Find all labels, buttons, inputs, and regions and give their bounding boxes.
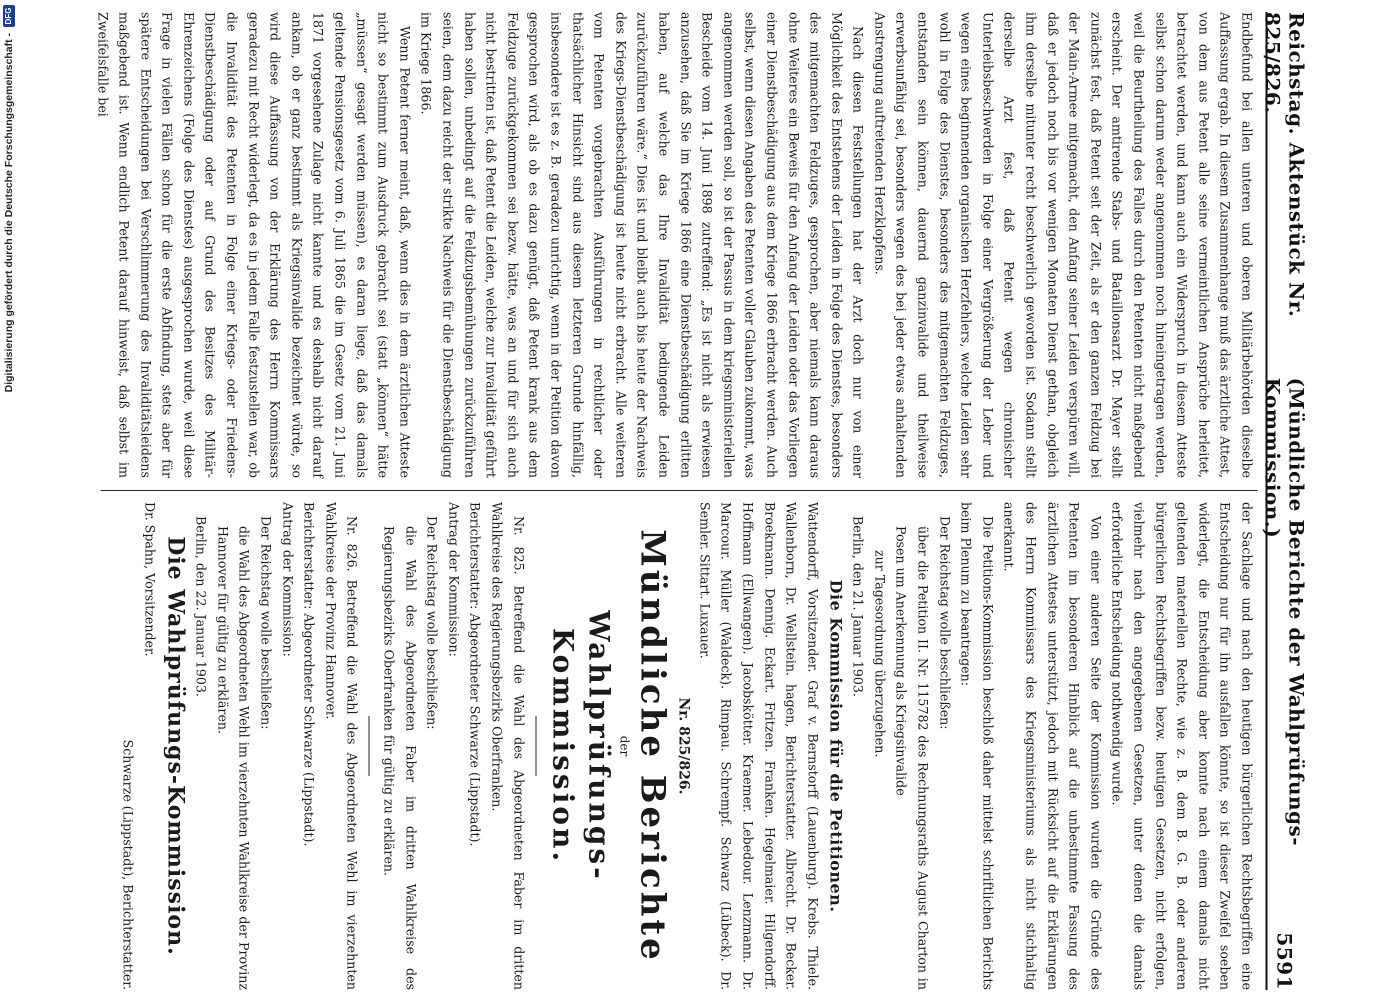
signature-chair: Dr. Spahn, Vorsitzender. [141, 502, 157, 657]
header-left: Reichstag. Aktenstück Nr. 825/826. [1260, 12, 1308, 318]
right-column [100, 502, 1257, 990]
issue-number: Nr. 825/826. [675, 697, 692, 795]
section-heading-825: Nr. 825. Betreffend die Wahl des Abgeordneten Faber im dritten Wahlkreise des Regierungsbezirks Oberfranken. [488, 502, 526, 990]
divider [535, 716, 536, 776]
dfg-logo-icon: DFG [3, 5, 15, 27]
column-divider [100, 490, 1257, 491]
paragraph: Die Petitions-Kommission beschloß daher mittelst schriftlichen Berichts beim Plenum zu beantragen: [958, 502, 995, 990]
section-heading-826: Nr. 826. Betreffend die Wahl des Abgeordneten Wehl im vierzehnten Wahlkreise der Provinz Hannover. [322, 502, 360, 990]
paragraph: zur Tagesordnung überzugehen. [871, 550, 887, 758]
header-center: (Mündliche Berichte der Wahlprüfungs-Kommission.) [1260, 377, 1308, 847]
scanned-page [94, 12, 1308, 990]
divider [368, 716, 369, 776]
credit-text: Digitalisierung gefördert durch die Deutsche Forschungsgemeinschaft - [3, 33, 15, 393]
reporter-line: Berichterstatter: Abgeordneter Schwarze (Lippstadt). [301, 502, 317, 847]
running-header [1260, 12, 1308, 990]
member-list: Wattendorff, Vorsitzender. Graf v. Bernstorff (Lauenburg). Krebs. Thiele. Wallenborn, Dr. Wellstein. hagen, Berichterstatter. Albrecht. Dr. Becker. Broekmann. Dennig. Eckart. Fritzen. Franken. Hegelmaier. Hilgendorff. Hoffmann (Ellwangen). Jacobskötter. Kraemer. Lebedour. Lenzmann. Dr. Marcour. Müller (Waldeck). Rimpau. Schrempf. Schwarz (Lübeck). Dr. Semler. Sittart. Luxauer. [696, 502, 820, 990]
signature-reporter: Schwarze (Lippstadt), Berichterstatter. [120, 739, 136, 990]
resolution-line: Der Reichstag wolle beschließen: [424, 516, 440, 730]
date-line: Berlin, den 22. Januar 1903. [193, 516, 209, 697]
resolution-text: die Wahl des Abgeordneten Wehl im vierzehnten Wahlkreise der Provinz Hannover für gültig zu erklären. [214, 526, 252, 990]
digitization-credit [0, 0, 18, 1000]
commission-heading: Die Wahlprüfungs-Kommission. [161, 536, 188, 956]
paragraph: der Sachlage und nach den heutigen bürgerlichen Rechtsbegriffen eine Entscheidung nur für ihn ausfallen könnte, so ist dieser Zweifel soeben widerlegt, die Entscheidung aber konnte nach einem damals nicht geltenden materiellen Rechte, wie z. B. dem B. G. B. oder anderen bürgerlichen Rechtsbegriffen bezw. heutigen Gesetzen, nicht erfolgen, vielmehr nach den angegebenen Gesetzen, unter denen die damals erforderliche Entscheidung nothwendig wurde. [1109, 502, 1254, 990]
paragraph: Wenn Petent ferner meint, daß, wenn dies in dem ärztlichen Atteste nicht so bestimmt zum Ausdruck gebracht sei (statt „können“ hätte „müssen“ gesagt werden müssen), es daran liege, daß das damals geltende Pensionsgesetz vom 6. Juli 1865 die im Gesetz vom 21. Juni 1871 vorgesehene Zulage nicht kannte und es deshalb nicht darauf ankam, ob er ganz bestimmt als Kriegsinvalide bezeichnet würde, so wird diese Auffassung von der Erklärung des Herrn Kommissars geradezu mit Recht widerlegt, da es in jedem Falle festzustellen war, ob die Invalidität des Petenten in Folge einer Kriegs- oder Friedens-Dienstbeschädigung oder auf Grund des Besitzes des Militär-Ehrenzeichens (Folge des Dienstes) ausgesprochen wurde, weil diese Frage in vielen Fällen schon für die erste Abfindung, stets aber für spätere Entscheidungen bei Verschlimmerung des Invaliditätsleidens maßgebend ist. Wenn endlich Petent darauf hinweist, daß selbst im Zweifelsfalle bei [94, 12, 412, 478]
paragraph: Endbefund bei allen unteren und oberen Militärbehörden dieselbe Auffassung ergab. In diesem Zusammenhange muß das ärztliche Attest, von dem aus Petent alle seine vermeintlichen Ansprüche herleitet, betrachtet werden, und kann auch ein Widerspruch in diesem Atteste selbst schon darum weder angenommen noch hineingetragen werden, weil die Beurtheilung des Falles durch den Petenten nicht maßgebend erscheint. Der amtirende Stabs- und Bataillonsarzt Dr. Mayer stellt zunächst fest, daß Petent seit der Zeit, als er den ganzen Feldzug bei der Main-Armee mitgemacht, den Anfang seiner Leiden verspüren will, daß er jedoch noch bis vor wenigen Monaten Dienst gethan, obgleich ihm derselbe mitunter recht beschwerlich geworden ist. Sodann stellt derselbe Arzt fest, daß Petent wegen chronischer Unterleibsbeschwerden in Folge einer Vergrößerung der Leber und wegen eines beginnenden organischen Herzfehlers, welche Leiden sehr wohl in Folge des Dienstes, besonders des mitgemachten Feldzuges, entstanden sein können, dauernd ganzinvalide und theilweise erwerbsunfähig sei, besonders wegen des bei jeder etwas anhaltenden Anstrengung auftretenden Herzklopfens. [871, 12, 1254, 478]
motion-line: Antrag der Kommission: [279, 502, 295, 657]
reporter-line: Berichterstatter: Abgeordneter Schwarze (Lippstadt). [467, 502, 483, 847]
resolution-text: die Wahl des Abgeordneten Faber im dritten Wahlkreise des Regierungsbezirks Oberfranken für gültig zu erklären. [381, 526, 418, 990]
paragraph: Von einer anderen Seite der Kommission wurden die Gründe des Petenten im besonderen Hinblick auf die unbestimmte Fassung des ärztlichen Attestes unterstützt, jedoch mit Rücksicht auf die Erklärungen des Herrn Kommissars des Kriegsministeriums als nicht stichhaltig anerkannt. [1001, 502, 1103, 990]
resolution-line: Der Reichstag wolle beschließen: [258, 516, 274, 730]
page-number: 5591 [1272, 932, 1296, 990]
main-title: Mündliche Berichte [631, 529, 672, 963]
commission-heading: Die Kommission für die Petitionen. [825, 579, 845, 913]
left-column [94, 12, 1257, 478]
main-subtitle: Wahlprüfungs-Kommission. [545, 610, 615, 882]
title-connector: der [616, 735, 631, 757]
date-line: Berlin, den 21. Januar 1903. [850, 516, 866, 697]
paragraph: Der Reichstag wolle beschließen: [936, 516, 952, 730]
paragraph: Nach diesen Feststellungen hat der Arzt doch nur von einer Möglichkeit des Entstehens der Leiden in Folge des Dienstes, besonders des mitgemachten Feldzuges, gesprochen, aber niemals kann daraus ohne Weiteres ein Beweis für den Anfang der Leiden oder das Vorliegen einer Dienstbeschädigung aus dem Kriege 1866 erbracht werden. Auch selbst, wenn diesen Angaben des Petenten voller Glauben zukommt, was angenommen werden soll, so ist der Passus in dem kriegsministeriellen Bescheide vom 14. Juni 1898 zutreffend: „Es ist nicht als erwiesen anzusehen, daß Sie im Kriege 1866 eine Dienstbeschädigung erlitten haben, auf welche das Ihre Invalidität bedingende Leiden zurückzuführen wäre.“ Dies ist und bleibt auch bis heute der Nachweis des Kriegs-Dienstbeschädigung ist heute nicht erbracht. Alle weiteren vom Petenten vorgebrachten Ausführungen in rechtlicher oder thatsächlicher Hinsicht sind aus diesem letzteren Grunde hinfällig, insbesondere ist es z. B. geradezu unrichtig, wenn in der Petition davon gesprochen wird, als ob es dazu genügt, daß Petent krank aus dem Feldzuge zurückgekommen sei bezw. hätte, was an und für sich auch nicht bestritten ist, daß Petent die Leiden, welche zur Invalidität geführt haben sollen, unbedingt auf die Feldzugsbemühungen zurückzuführen seien, dem dazu reicht der strikte Nachweis für die Dienstbeschädigung im Kriege 1866. [418, 12, 866, 478]
paragraph: über die Petition II. Nr. 115782 des Rechnungsraths August Charton in Posen um Anerkennung als Kriegsinvalide [893, 526, 931, 990]
motion-line: Antrag der Kommission: [445, 502, 461, 657]
